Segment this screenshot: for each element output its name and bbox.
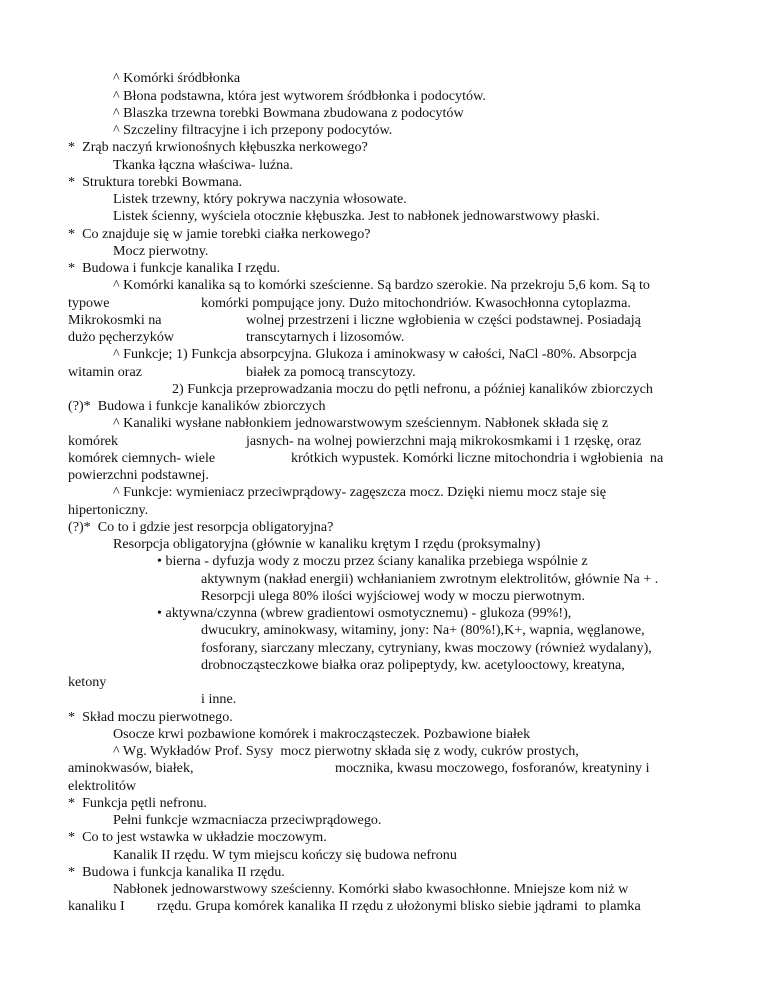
text-line: hipertoniczny. bbox=[68, 502, 149, 518]
text-line: Kanalik II rzędu. W tym miejscu kończy się budowa nefronu bbox=[113, 847, 457, 863]
text-line: * Struktura torebki Bowmana. bbox=[68, 174, 243, 190]
text-line: drobnocząsteczkowe białka oraz polipeptydy, kw. acetylooctowy, kreatyna, bbox=[201, 657, 625, 673]
text-line: białek za pomocą transcytozy. bbox=[246, 364, 416, 380]
text-line: aktywnym (nakład energii) wchłanianiem zwrotnym elektrolitów, głównie Na + . bbox=[201, 571, 659, 587]
text-line: • bierna - dyfuzja wody z moczu przez ściany kanalika przebiega wspólnie z bbox=[157, 553, 588, 569]
text-line: i inne. bbox=[201, 691, 237, 707]
text-line: aminokwasów, białek, bbox=[68, 760, 194, 776]
text-line: * Budowa i funkcja kanalika II rzędu. bbox=[68, 864, 285, 880]
text-line: Pełni funkcje wzmacniacza przeciwprądowego. bbox=[113, 812, 382, 828]
text-line: dużo pęcherzyków bbox=[68, 329, 175, 345]
text-line: ^ Wg. Wykładów Prof. Sysy mocz pierwotny składa się z wody, cukrów prostych, bbox=[113, 743, 579, 759]
text-line: powierzchni podstawnej. bbox=[68, 467, 209, 483]
text-line: (?)* Co to i gdzie jest resorpcja obligatoryjna? bbox=[68, 519, 334, 535]
text-line: Mikrokosmki na bbox=[68, 312, 162, 328]
text-line: (?)* Budowa i funkcje kanalików zbiorczych bbox=[68, 398, 326, 414]
text-line: * Budowa i funkcje kanalika I rzędu. bbox=[68, 260, 281, 276]
text-line: elektrolitów bbox=[68, 778, 137, 794]
text-line: ^ Komórki śródbłonka bbox=[113, 70, 241, 86]
text-line: ^ Funkcje: wymieniacz przeciwprądowy- zagęszcza mocz. Dzięki niemu mocz staje się bbox=[113, 484, 607, 500]
text-line: * Skład moczu pierwotnego. bbox=[68, 709, 233, 725]
text-line: komórki pompujące jony. Dużo mitochondriów. Kwasochłonna cytoplazma. bbox=[201, 295, 631, 311]
text-line: 2) Funkcja przeprowadzania moczu do pętli nefronu, a później kanalików zbiorczych bbox=[172, 381, 653, 397]
text-line: ^ Komórki kanalika są to komórki sześcienne. Są bardzo szerokie. Na przekroju 5,6 kom. Są to bbox=[113, 277, 650, 293]
text-line: * Co znajduje się w jamie torebki ciałka nerkowego? bbox=[68, 226, 371, 242]
text-line: Resorpcja obligatoryjna (głównie w kanaliku krętym I rzędu (proksymalny) bbox=[113, 536, 541, 552]
text-line: • aktywna/czynna (wbrew gradientowi osmotycznemu) - glukoza (99%!), bbox=[157, 605, 572, 621]
text-line: ^ Kanaliki wysłane nabłonkiem jednowarstwowym sześciennym. Nabłonek składa się z bbox=[113, 415, 609, 431]
text-line: krótkich wypustek. Komórki liczne mitochondria i wgłobienia na bbox=[291, 450, 664, 466]
text-line: dwucukry, aminokwasy, witaminy, jony: Na+ (80%!),K+, wapnia, węglanowe, bbox=[201, 622, 645, 638]
text-line: transcytarnych i lizosomów. bbox=[246, 329, 405, 345]
text-line: fosforany, siarczany mleczany, cytryniany, kwas moczowy (również wydalany), bbox=[201, 640, 652, 656]
text-line: * Co to jest wstawka w układzie moczowym. bbox=[68, 829, 327, 845]
text-line: Nabłonek jednowarstwowy sześcienny. Komórki słabo kwasochłonne. Mniejsze kom niż w bbox=[113, 881, 629, 897]
text-line: rzędu. Grupa komórek kanalika II rzędu z ułożonymi blisko siebie jądrami to plamka bbox=[157, 898, 641, 914]
text-line: Osocze krwi pozbawione komórek i makrocząsteczek. Pozbawione białek bbox=[113, 726, 531, 742]
text-line: Listek ścienny, wyściela otocznie kłębuszka. Jest to nabłonek jednowarstwowy płaski. bbox=[113, 208, 600, 224]
text-line: wolnej przestrzeni i liczne wgłobienia w części podstawnej. Posiadają bbox=[246, 312, 641, 328]
text-line: * Funkcja pętli nefronu. bbox=[68, 795, 207, 811]
text-line: typowe bbox=[68, 295, 110, 311]
text-line: mocznika, kwasu moczowego, fosforanów, kreatyniny i bbox=[335, 760, 650, 776]
text-line: Resorpcji ulega 80% ilości wyjściowej wody w moczu pierwotnym. bbox=[201, 588, 585, 604]
text-line: komórek ciemnych- wiele bbox=[68, 450, 216, 466]
text-line: kanaliku I bbox=[68, 898, 125, 914]
text-line: ^ Blaszka trzewna torebki Bowmana zbudowana z podocytów bbox=[113, 105, 464, 121]
text-line: ^ Szczeliny filtracyjne i ich przepony podocytów. bbox=[113, 122, 393, 138]
text-line: ketony bbox=[68, 674, 107, 690]
text-line: jasnych- na wolnej powierzchni mają mikrokosmkami i 1 rzęskę, oraz bbox=[246, 433, 642, 449]
text-line: witamin oraz bbox=[68, 364, 142, 380]
text-line: Tkanka łączna właściwa- luźna. bbox=[113, 157, 293, 173]
text-line: ^ Błona podstawna, która jest wytworem śródbłonka i podocytów. bbox=[113, 88, 486, 104]
text-line: * Zrąb naczyń krwionośnych kłębuszka nerkowego? bbox=[68, 139, 368, 155]
text-line: Listek trzewny, który pokrywa naczynia włosowate. bbox=[113, 191, 407, 207]
text-line: ^ Funkcje; 1) Funkcja absorpcyjna. Glukoza i aminokwasy w całości, NaCl -80%. Absorpcja bbox=[113, 346, 637, 362]
text-line: Mocz pierwotny. bbox=[113, 243, 209, 259]
text-line: komórek bbox=[68, 433, 119, 449]
